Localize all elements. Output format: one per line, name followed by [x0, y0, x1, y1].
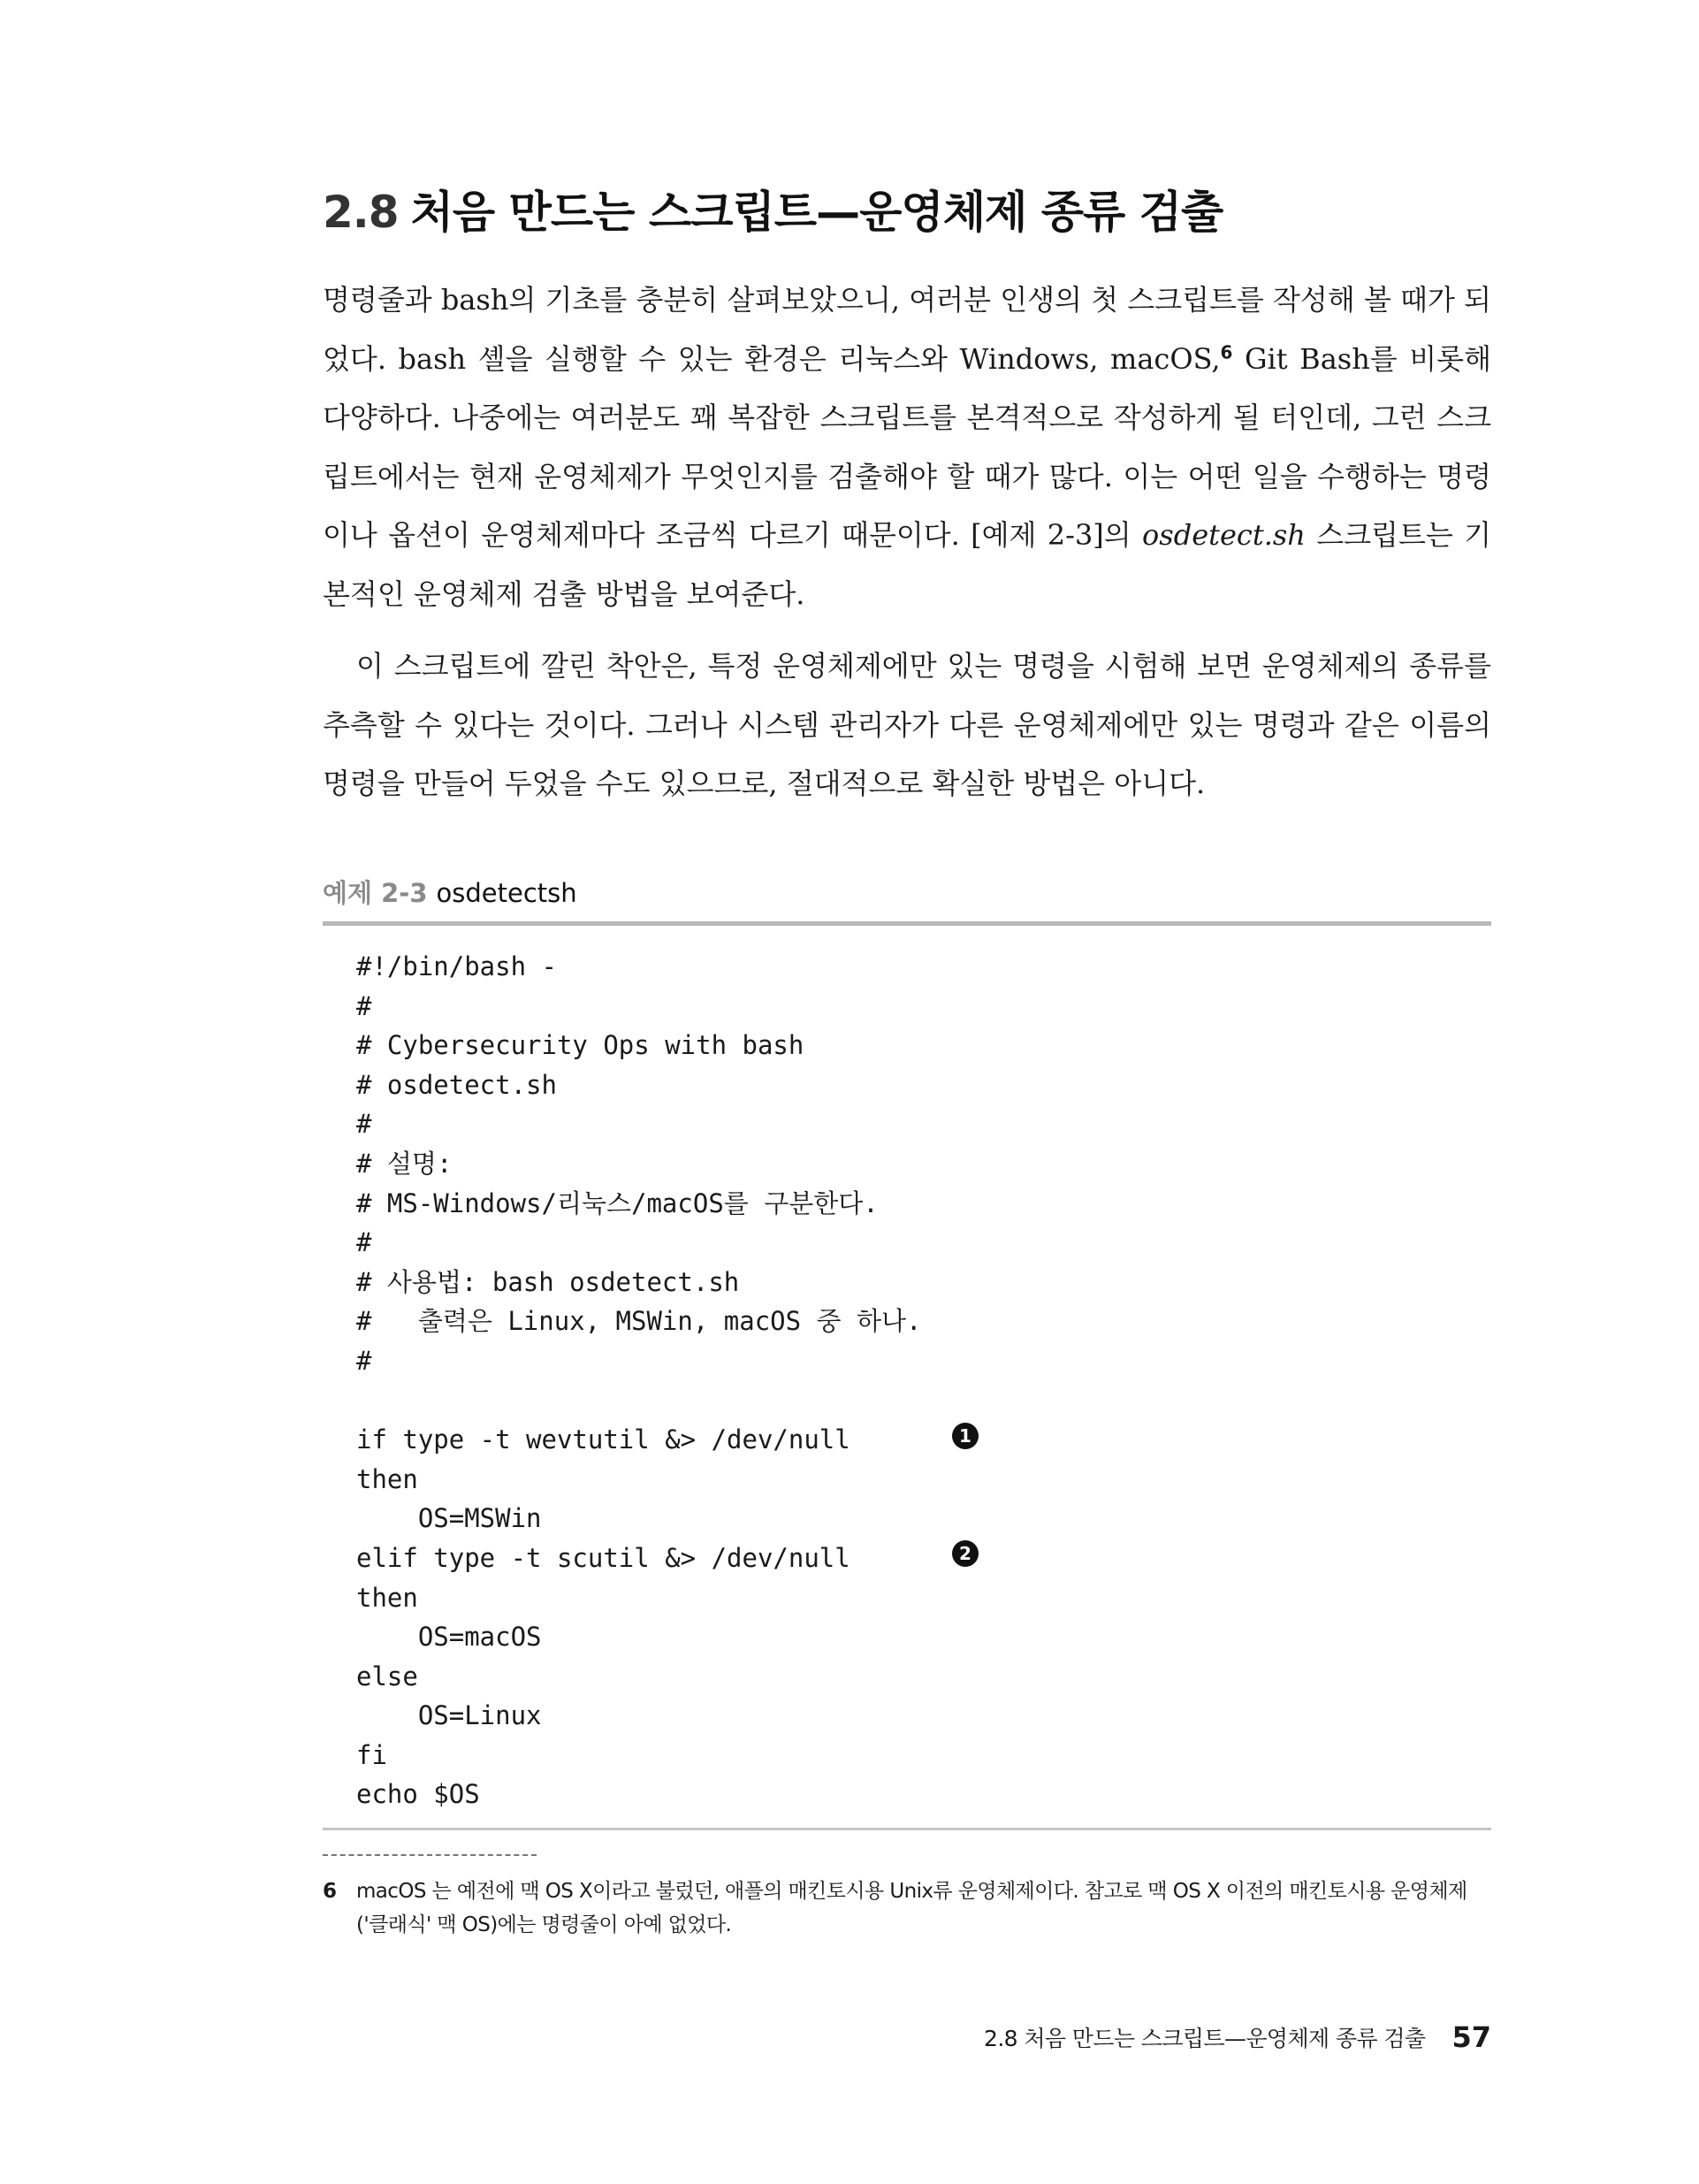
section-number: 2.8: [323, 187, 399, 238]
footnote-text: macOS 는 예전에 맥 OS X이라고 불렀던, 애플의 매킨토시용 Unix류 운영체제이다. 참고로 맥 OS X 이전의 매킨토시용 운영체제('클래식' 맥 OS)에는 명령줄이 아예 없었다.: [356, 1880, 1467, 1936]
example-caption: [323, 875, 577, 911]
section-heading: [323, 181, 1498, 243]
code-line: OS=MSWin: [356, 1503, 542, 1534]
code-line: OS=macOS: [356, 1622, 542, 1653]
example-label: 예제 2-3: [323, 878, 428, 908]
footnote-number: 6: [323, 1880, 337, 1903]
code-line: # osdetect.sh: [356, 1069, 557, 1100]
code-line: then: [356, 1463, 418, 1494]
code-line: echo $OS: [356, 1779, 480, 1810]
code-line: # 설명:: [356, 1148, 453, 1179]
paragraph-intro: [323, 271, 1491, 623]
paragraph-idea: 이 스크립트에 깔린 착안은, 특정 운영체제에만 있는 명령을 시험해 보면 운영체제의 종류를 추측할 수 있다는 것이다. 그러나 시스템 관리자가 다른 운영체제에만 있는 명령과 같은 이름의 명령을 만들어 두었을 수도 있으므로, 절대적으로 확실한 방법은 아니다.: [323, 649, 1491, 800]
running-title: 2.8 처음 만드는 스크립트—운영체제 종류 검출: [984, 2026, 1426, 2051]
script-name: osdetect.sh: [1142, 518, 1306, 552]
footnote-reference[interactable]: 6: [1220, 340, 1233, 363]
code-line: then: [356, 1582, 418, 1613]
code-line: #: [356, 990, 372, 1021]
code-line: OS=Linux: [356, 1700, 542, 1731]
paragraph-intro-part-1: 명령줄과 bash의 기초를 충분히 살펴보았으니, 여러분 인생의 첫 스크립트를 작성해 볼 때가 되었다. bash 셸을 실행할 수 있는 환경은 리눅스와 Windows, macOS,: [323, 283, 1491, 376]
code-block: [356, 947, 922, 1814]
code-line: [356, 1381, 922, 1421]
footnote-separator: [323, 1854, 537, 1856]
code-block-bottom-rule: [323, 1828, 1491, 1830]
callout-marker-1: 1: [952, 1423, 979, 1449]
code-line: # Cybersecurity Ops with bash: [356, 1030, 804, 1061]
section-title-text: 처음 만드는 스크립트—운영체제 종류 검출: [410, 187, 1223, 238]
code-line: else: [356, 1661, 418, 1691]
code-line: fi: [356, 1739, 387, 1770]
code-block-top-rule: [323, 921, 1491, 926]
code-line: elif type -t scutil &> /dev/null: [356, 1542, 850, 1573]
paragraph-intro-part-2: Git Bash를 비롯해 다양하다. 나중에는 여러분도 꽤 복잡한 스크립트를 본격적으로 작성하게 될 터인데, 그런 스크립트에서는 현재 운영체제가 무엇인지를 검출해야 할 때가 많다. 이는 어떤 일을 수행하는 명령이나 옵션이 운영체제마다 조금씩 다르기 때문이다. [예제 2-3]의: [323, 341, 1491, 552]
code-line: #: [356, 1109, 372, 1140]
code-line: if type -t wevtutil &> /dev/null: [356, 1424, 850, 1455]
callout-marker-2: 2: [952, 1540, 979, 1567]
page-footer: [950, 2020, 1491, 2054]
code-line: #: [356, 1227, 372, 1258]
footnote: [323, 1875, 1491, 1942]
code-line: # 사용법: bash osdetect.sh: [356, 1266, 740, 1297]
code-line: # 출력은 Linux, MSWin, macOS 중 하나.: [356, 1306, 922, 1337]
example-filename: osdetectsh: [436, 878, 577, 908]
code-line: #: [356, 1345, 372, 1376]
page-number: 57: [1451, 2020, 1491, 2054]
code-line: # MS-Windows/리눅스/macOS를 구분한다.: [356, 1187, 879, 1218]
code-line: #!/bin/bash -: [356, 951, 557, 981]
paragraph-intro-part-3: 스크립트는 기본적인 운영체제 검출 방법을 보여준다.: [323, 518, 1491, 611]
